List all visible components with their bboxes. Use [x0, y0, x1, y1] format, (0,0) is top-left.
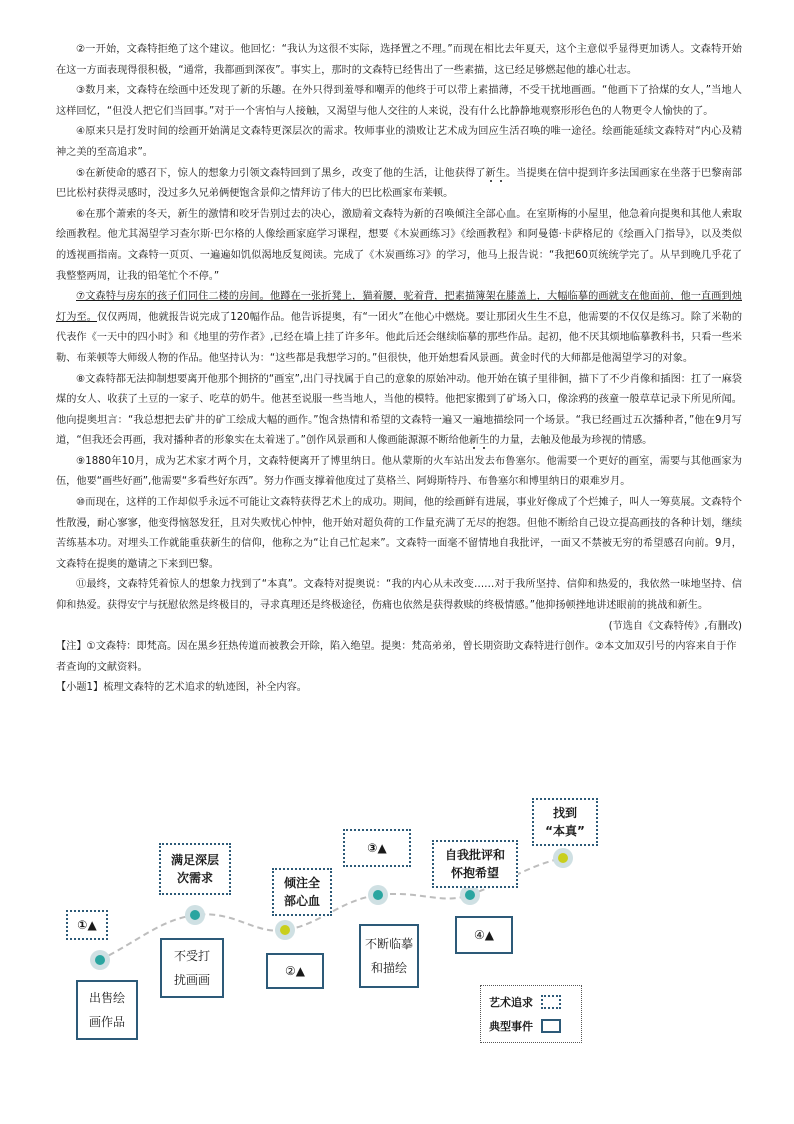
legend-event: 典型事件 — [489, 1018, 561, 1034]
underlined-sentence: ⑦文森特与房东的孩子们同住二楼的房间。他蹲在一张折凳上，猫着腰，驼着背，把素描簿架在膝盖上，大幅临摹的画就支在他面前，他一直画到烛灯为至。 — [56, 291, 742, 323]
event-blank-4[interactable]: ④▲ — [455, 916, 513, 954]
paragraph-9: ⑨1880年10月，成为艺术家才两个月，文森特便离开了博里纳日。他从蒙斯的火车站出发去布鲁塞尔。他需要一个更好的画室，需要与其他画家为伍，他要“画些好画”,他需要“多看些好东西”。努力作画支撑着他度过了莫格兰、阿姆斯特丹、布鲁塞尔和博里纳日的艰难岁月。 — [56, 455, 742, 488]
event-sell-paintings: 出售绘 画作品 — [76, 980, 138, 1040]
event-undisturbed-drawing: 不受打 扰画画 — [160, 938, 224, 998]
paragraph-3: ③数月来，文森特在绘画中还发现了新的乐趣。在外只得到羞辱和嘲弄的他终于可以带上素描薄，不受干扰地画画。“他画下了拾煤的女人，”当地人这样回忆，“但没人把它们当回事。”对于一个害怕与人接触，又渴望与他人交往的人来说，没有什么比静静地观察形形色色的人物更令人愉快的了。 — [56, 85, 742, 117]
paragraph-4: ④原来只是打发时间的绘画开始满足文森特更深层次的需求。牧师事业的溃败让艺术成为回应生活召唤的唯一途径。绘画能延续文森特对“内心及精神之美的至高追求”。 — [56, 126, 742, 158]
pursuit-devotion: 倾注全 部心血 — [272, 868, 332, 916]
paragraph-2: ②一开始，文森特拒绝了这个建议。他回忆：“我认为这很不实际，选择置之不理。”而现在相比去年夏天，这个主意似乎显得更加诱人。文森特开始在这一方面表现得很积极，“通常，我都画到深夜”。事实上，那时的文森特已经售出了一些素描，这已经足够燃起他的雄心壮志。 — [56, 44, 742, 76]
question-title: 【小题1】梳理文森特的艺术追求的轨迹图，补全内容。 — [56, 682, 307, 694]
pursuit-deep-needs: 满足深层 次需求 — [159, 843, 231, 895]
trajectory-node — [460, 885, 480, 905]
emphasis-dot: 新 — [485, 167, 496, 179]
event-blank-2[interactable]: ②▲ — [266, 953, 324, 989]
trajectory-node — [90, 950, 110, 970]
paragraph-10: ⑩而现在，这样的工作却似乎永远不可能让文森特获得艺术上的成功。期间，他的绘画鲜有进展，事业好像成了个烂摊子，叫人一筹莫展。文森特个性散漫，耐心寥寥，他变得恼怒发狂，且对失败忧心忡忡，他开始对超负荷的工作量充满了无尽的抱怨。但他不断给自己设立提高画技的各种计划，继续苦练基本功。对埋头工作就能重获新生的信仰，他称之为“让自己忙起来”。文森特一面毫不留情地自我批评，一面又不禁被无穷的希望感召向前。9月，文森特在提奥的邀请之下来到巴黎。 — [56, 497, 742, 570]
pursuit-blank-3[interactable]: ③▲ — [343, 829, 411, 867]
paragraph-7: ⑦文森特与房东的孩子们同住二楼的房间。他蹲在一张折凳上，猫着腰，驼着背，把素描簿架在膝盖上，大幅临摹的画就支在他面前，他一直画到烛灯为至。仅仅两周，他就报告说完成了120幅作品。他告诉提奥，有“一团火”在他心中燃烧。要让那团火生生不息，他需要的不仅仅是练习。除了米勒的代表作《一天中的四小时》和《地里的劳作者》,已经在墙上挂了许多年。他此后还会继续临摹的那些作品。起初，他不厌其烦地临摹教科书，只看一些米勒、布莱顿等大师级人物的作品。他坚持认为：“这些都是我想学习的。”但很快，他开始想看风景画。黄金时代的大师都是他渴望学习的对象。 — [56, 291, 743, 364]
paragraph-11: ⑪最终，文森特凭着惊人的想象力找到了“本真”。文森特对提奥说：“我的内心从未改变……对于我所坚持、信仰和热爱的，我依然一味地坚持、信仰和热爱。获得安宁与抚慰依然是终极目的，寻求真理还是终极途径，伤痛也依然是获得救赎的终极情感。”他抑扬顿挫地讲述眼前的挑战和新生。 — [56, 579, 742, 612]
pursuit-authenticity: 找到 “本真” — [532, 798, 598, 846]
emphasis-dot: 新 — [468, 435, 480, 447]
legend — [480, 985, 582, 1043]
trajectory-node — [368, 885, 388, 905]
trajectory-node — [185, 905, 205, 925]
trajectory-node — [553, 848, 573, 868]
event-copying-drawing: 不断临摹 和描绘 — [359, 924, 419, 988]
emphasis-dot: 生 — [479, 435, 490, 447]
paragraph-8: ⑧文森特都无法抑制想要离开他那个拥挤的“画室”,出门寻找属于自己的意象的原始冲动。他开始在镇子里徘徊，描下了不少肖像和插图：扛了一麻袋煤的女人、收获了土豆的一家子、吃草的奶牛。他甚至说服一些当地人，当他的模特。他把家搬到了矿场入口，像涂鸦的孩童一般草草记录下所见所闻。他向提奥坦言：“我总想把去矿井的矿工绘成大幅的画作。”饱含热情和希望的文森特一遍又一遍地描绘同一个场景。“我已经画过五次播种者，”他在9月写道，“但我还会再画，我对播种者的形象实在太着迷了。”创作风景画和人像画能源源不断给他新生的力量，去触及他最为珍视的情感。 — [56, 373, 742, 447]
legend-pursuit: 艺术追求 — [489, 994, 561, 1010]
source-citation: (节选自《文森特传》,有删改) — [608, 620, 742, 632]
footnote: 【注】①文森特：即梵高。因在黑乡狂热传道而被教会开除，陷入绝望。提奥：梵高弟弟，曾长期资助文森特进行创作。②本文加双引号的内容来自于作者查询的文献资料。 — [56, 641, 737, 673]
pursuit-blank-1[interactable]: ①▲ — [66, 910, 108, 940]
pursuit-self-criticism: 自我批评和 怀抱希望 — [432, 840, 518, 888]
solid-frame-swatch — [541, 1019, 561, 1033]
paragraph-6: ⑥在那个萧索的冬天，新生的激情和咬牙告别过去的决心，激励着文森特为新的召唤倾注全部心血。在室斯梅的小屋里，他急着向提奥和其他人索取绘画教程。他尤其渴望学习查尔斯·巴尔格的人像绘画家庭学习课程，想要《木炭画练习》《绘画教程》和阿曼德·卡萨格尼的《绘画入门指导》，以及类似的透视画指南。文森特一页页、一遍遍如饥似渴地反复阅读。完成了《木炭画练习》的学习，他马上报告说：“我把60页统统学完了。从早到晚几乎花了我整整两周，让我的铅笔忙个不停。” — [56, 208, 742, 282]
trajectory-node — [275, 920, 295, 940]
dotted-frame-swatch — [541, 995, 561, 1009]
emphasis-dot: 生 — [495, 167, 507, 179]
paragraph-5: ⑤在新使命的感召下，惊人的想象力引领文森特回到了黑乡，改变了他的生活，让他获得了新生。当提奥在信中提到许多法国画家在坐落于巴黎南部巴比松村获得灵感时，没过多久兄弟俩便饱含景仰之情拜访了伟大的巴比松画家布莱顿。 — [56, 167, 742, 200]
